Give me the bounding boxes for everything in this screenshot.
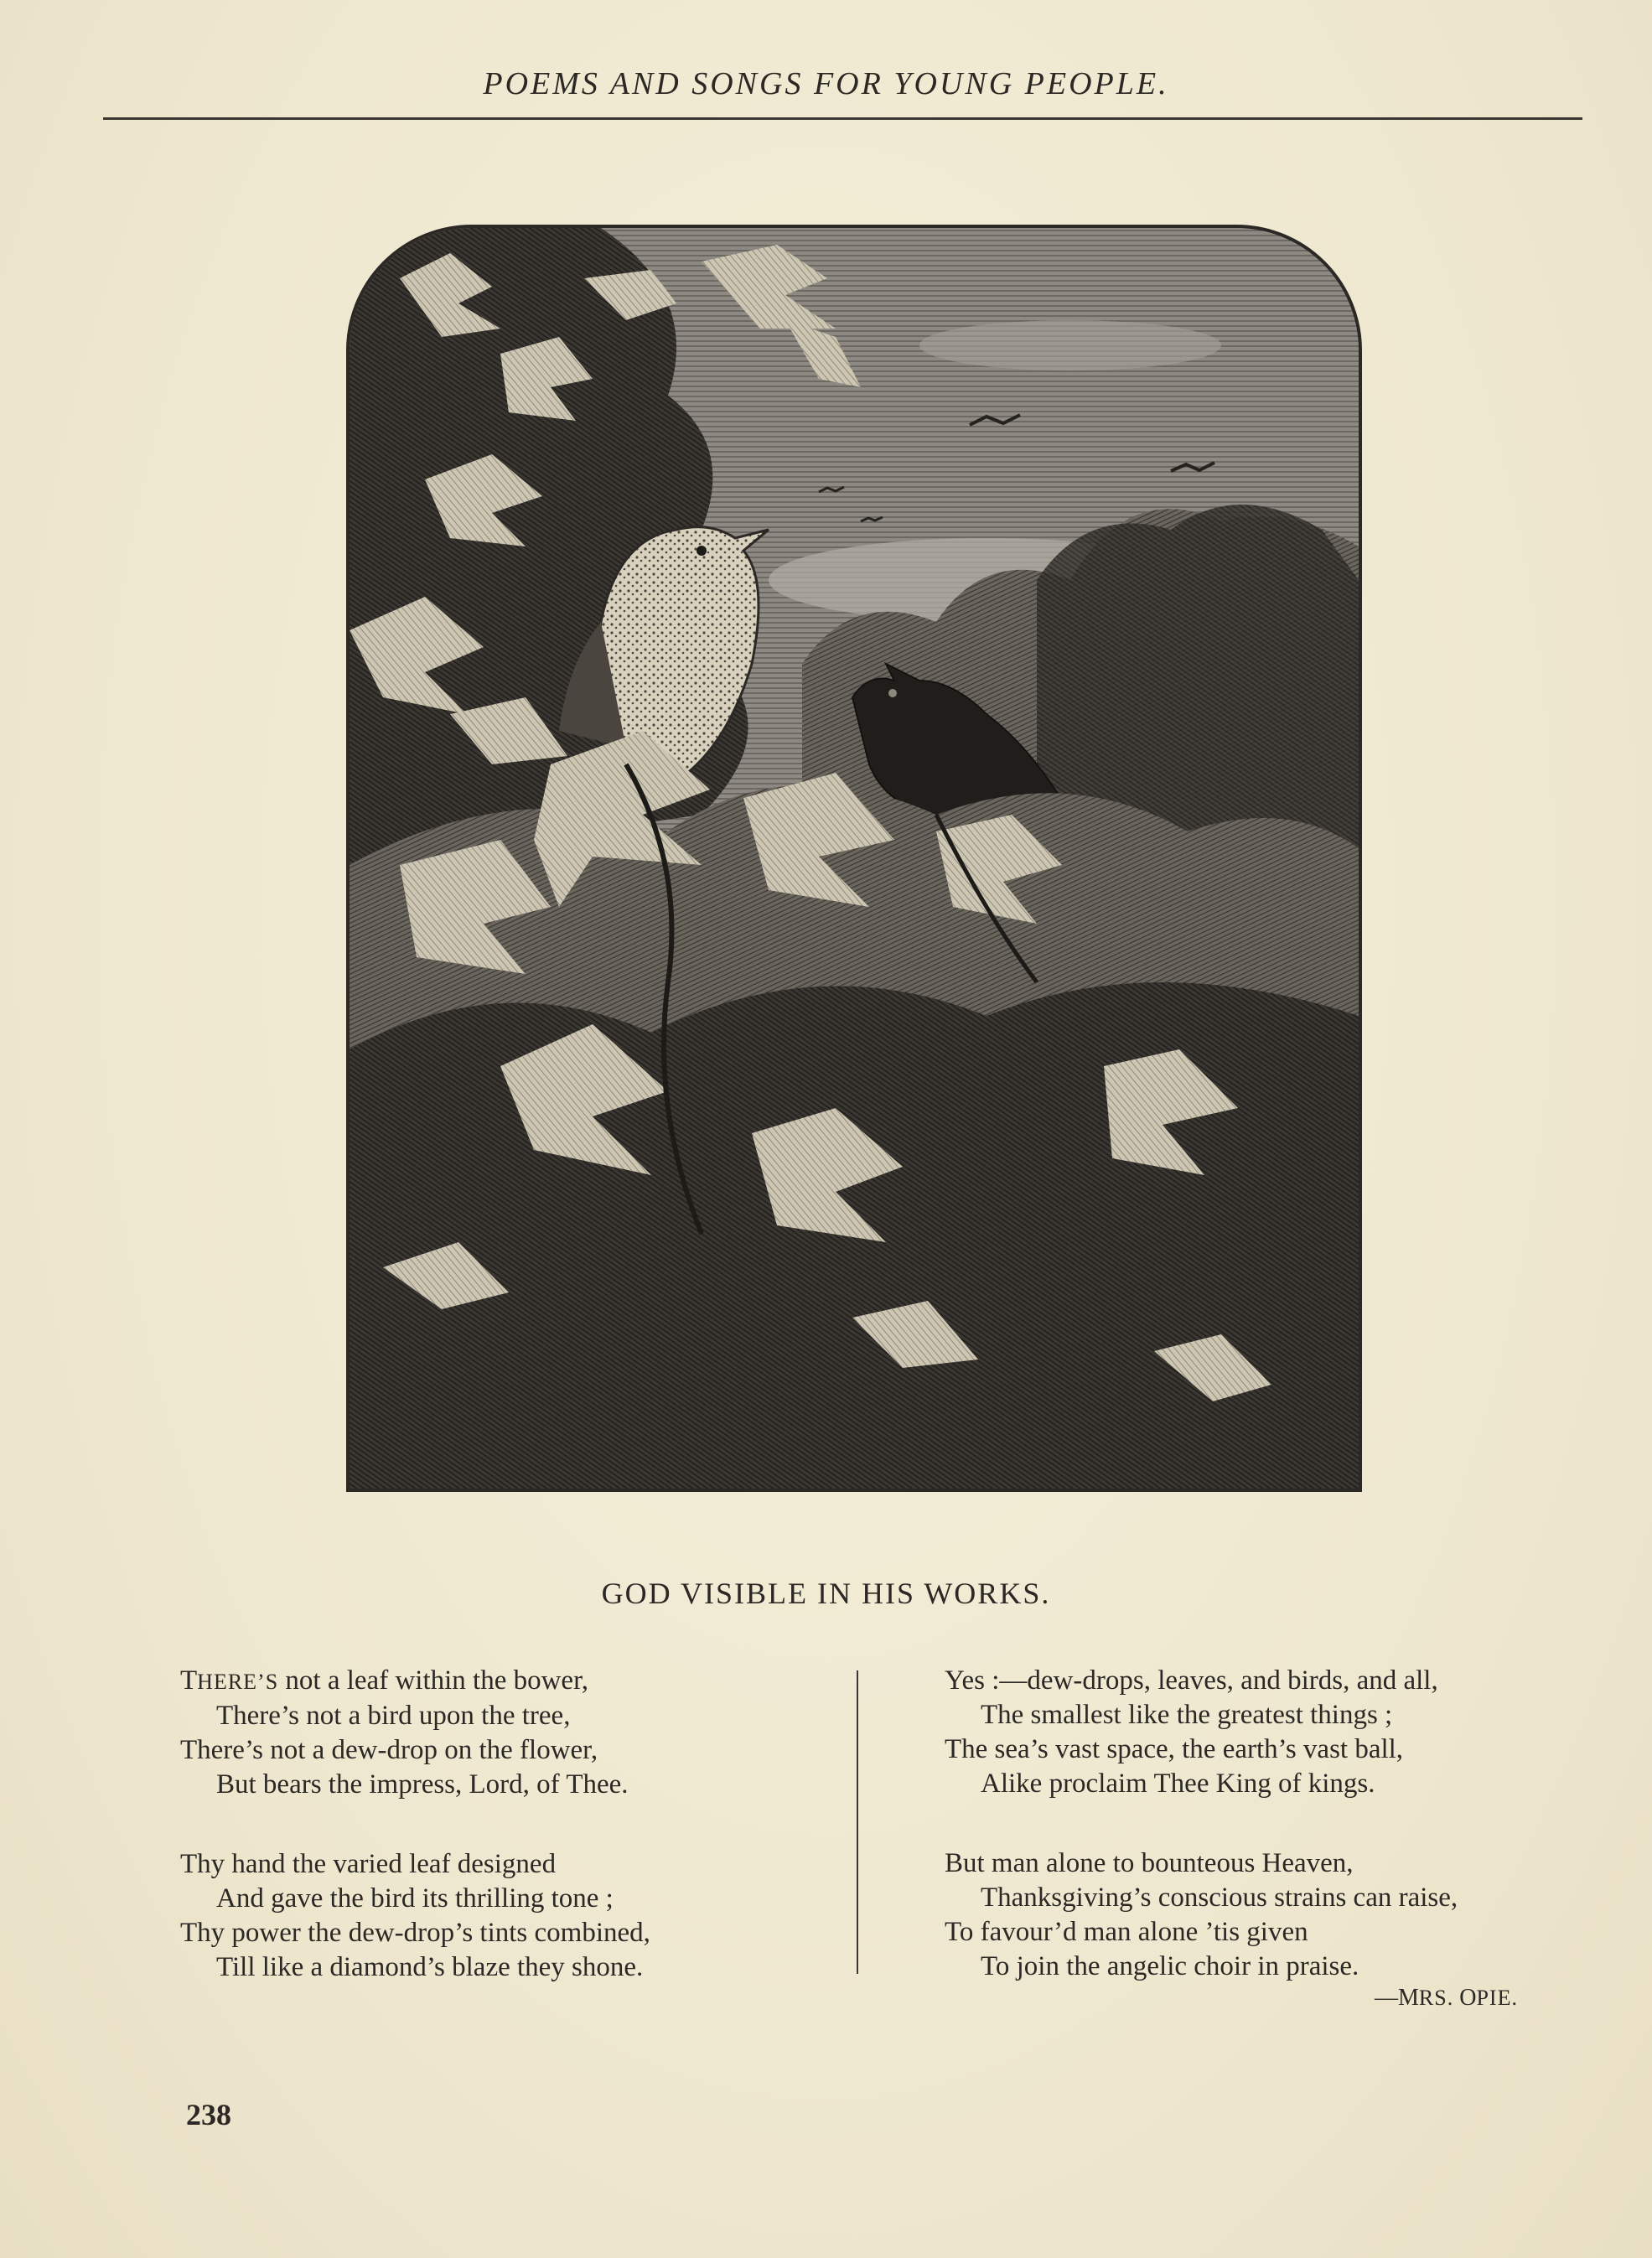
stanza [945, 1846, 1582, 1984]
birds-in-foliage-engraving [350, 228, 1359, 1489]
attribution-cap: O [1459, 1985, 1477, 2011]
stanza [180, 1847, 842, 1985]
poem-line: But man alone to bounteous Heaven, [945, 1848, 1354, 1878]
poem-line: Thy power the dew-drop’s tints combined, [180, 1918, 650, 1948]
poem-column-left [180, 1664, 842, 2030]
poem-line: Thy hand the varied leaf designed [180, 1849, 557, 1879]
cloud [919, 320, 1221, 370]
poem-line-rest: not a leaf within the bower, [278, 1665, 588, 1696]
poem-line: Yes :—dew-drops, leaves, and birds, and all, [945, 1665, 1438, 1696]
stanza [180, 1664, 842, 1802]
poem-line: Thanksgiving’s conscious strains can raise, [981, 1883, 1458, 1913]
poem-line [180, 1664, 842, 1699]
attribution-small-caps: PIE. [1476, 1986, 1518, 2010]
poem-line: The smallest like the greatest things ; [981, 1700, 1393, 1730]
poem-line: Alike proclaim Thee King of kings. [981, 1769, 1375, 1799]
small-caps-initial: T [180, 1665, 198, 1696]
stanza [945, 1664, 1582, 1801]
attribution-dash: — [1375, 1985, 1398, 2011]
poem-line: There’s not a bird upon the tree, [216, 1701, 571, 1731]
small-caps-rest: HERE’S [197, 1670, 279, 1694]
poem-line: But bears the impress, Lord, of Thee. [216, 1769, 629, 1800]
attribution-cap: M [1398, 1985, 1419, 2011]
attribution-small-caps: RS. [1418, 1986, 1454, 2010]
page-number: 238 [186, 2098, 231, 2131]
poem-line: To join the angelic choir in praise. [981, 1951, 1359, 1981]
poem-line: And gave the bird its thrilling tone ; [216, 1883, 614, 1914]
poem-column-right [945, 1664, 1582, 2029]
column-divider [857, 1670, 858, 1974]
poem-title: GOD VISIBLE IN HIS WORKS. [601, 1577, 1051, 1610]
header-rule [103, 117, 1582, 120]
poem-attribution [1375, 1985, 1518, 2012]
engraving-illustration [346, 225, 1362, 1492]
poem-line: There’s not a dew-drop on the flower, [180, 1735, 598, 1765]
poem-line: To favour’d man alone ’tis given [945, 1917, 1308, 1947]
poem-line: The sea’s vast space, the earth’s vast ball, [945, 1734, 1404, 1764]
poem-line: Till like a diamond’s blaze they shone. [216, 1952, 644, 1982]
running-head: POEMS AND SONGS FOR YOUNG PEOPLE. [483, 66, 1169, 101]
